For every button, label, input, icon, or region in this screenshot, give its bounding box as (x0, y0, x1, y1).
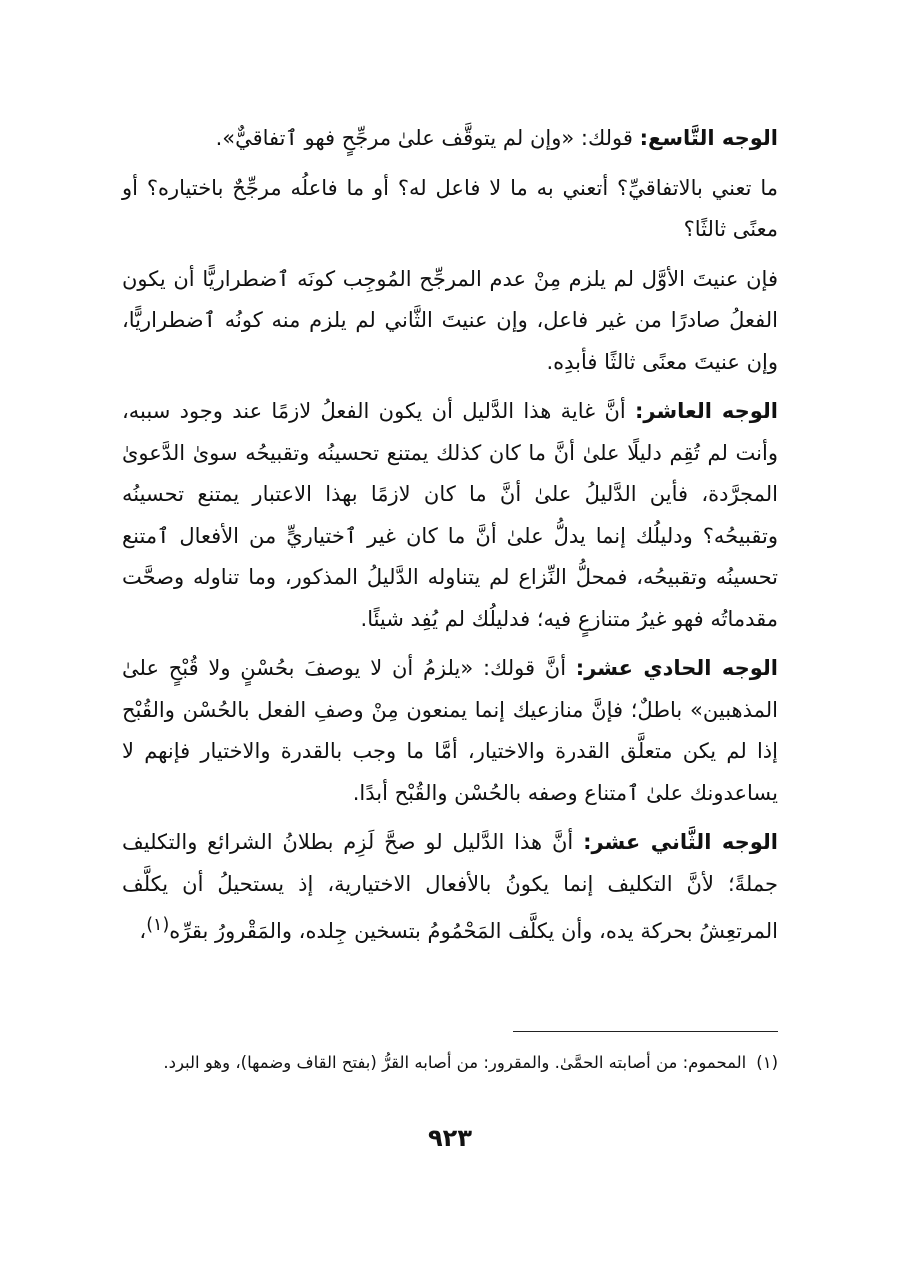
footnote-reference: (١) (146, 915, 170, 935)
paragraph-heading: الوجه العاشر: (635, 399, 778, 423)
main-text (122, 118, 778, 961)
paragraph-text: أنَّ قولك: «يلزمُ أن لا يوصفَ بحُسْنٍ ولا قُبْحٍ علىٰ المذهبين» باطلٌ؛ فإنَّ منازعيك إنما يمنعون مِنْ وصفِ الفعل بالحُسْن والقُبْح إذا لم يكن متعلَّق القدرة والاختيار، أمَّا ما وجب بالقدرة والاختيار فإنهم لا يساعدونك علىٰ ٱمتناع وصفه بالحُسْن والقُبْح أبدًا. (122, 656, 778, 805)
paragraph-tenth-aspect (122, 391, 778, 640)
paragraph-ninth-aspect (122, 118, 778, 160)
paragraph-eleventh-aspect (122, 648, 778, 814)
paragraph-tail: ، (139, 919, 147, 943)
footnote-separator (513, 1031, 778, 1032)
paragraph-text: قولك: «وإن لم يتوقَّف علىٰ مرجِّحٍ فهو ٱتفاقيٌّ». (215, 126, 640, 150)
paragraph-text: أنَّ غاية هذا الدَّليل أن يكون الفعلُ لازمًا عند وجود سببه، وأنت لم تُقِم دليلًا علىٰ أنَّ ما كان كذلك يمتنع تحسينُه وتقبيحُه سوىٰ الدَّعوىٰ المجرَّدة، فأين الدَّليلُ علىٰ أنَّ ما كان لازمًا بهذا الاعتبار يمتنع تحسينُه وتقبيحُه؟ ودليلُك إنما يدلُّ علىٰ أنَّ ما كان غير ٱختياريٍّ من الأفعال ٱمتنع تحسينُه وتقبيحُه، فمحلُّ النِّزاع لم يتناوله الدَّليلُ المذكور، وما تناوله وصحَّت مقدماتُه فهو غيرُ متنازعٍ فيه؛ فدليلُك لم يُفِد شيئًا. (122, 399, 778, 631)
paragraph-text: أنَّ هذا الدَّليل لو صحَّ لَزِم بطلانُ الشرائع والتكليف جملةً؛ لأنَّ التكليف إنما يكونُ بالأفعال الاختيارية، إذ يستحيلُ أن يكلَّف المرتعِشُ بحركة يده، وأن يكلَّف المَحْمُومُ بتسخين جِلده، والمَقْرورُ بقرِّه (122, 830, 778, 943)
paragraph-heading: الوجه الثَّاني عشر: (583, 830, 778, 854)
paragraph-question (122, 168, 778, 251)
footnote (122, 1046, 778, 1079)
paragraph-text: ما تعني بالاتفاقيِّ؟ أتعني به ما لا فاعل له؟ أو ما فاعلُه مرجِّحٌ باختياره؟ أو معنًى ثالثًا؟ (122, 175, 778, 241)
page-number: ٩٢٣ (428, 1124, 472, 1152)
paragraph-text: فإن عنيتَ الأوَّل لم يلزم مِنْ عدم المرجِّح المُوجِب كونَه ٱضطراريًّا أن يكون الفعلُ صادرًا من غير فاعل، وإن عنيتَ الثَّاني لم يلزم منه كونُه ٱضطراريًّا، وإن عنيتَ معنًى ثالثًا فأبدِه. (122, 266, 778, 374)
footnote-number: (١) (756, 1053, 778, 1072)
paragraph-heading: الوجه التَّاسع: (639, 126, 778, 150)
paragraph-answer (122, 259, 778, 384)
paragraph-heading: الوجه الحادي عشر: (575, 656, 779, 680)
paragraph-twelfth-aspect (122, 822, 778, 953)
footnote-text: المحموم: من أصابته الحمَّىٰ. والمقرور: من أصابه القرُّ (بفتح القاف وضمها)، وهو البرد. (163, 1053, 747, 1072)
